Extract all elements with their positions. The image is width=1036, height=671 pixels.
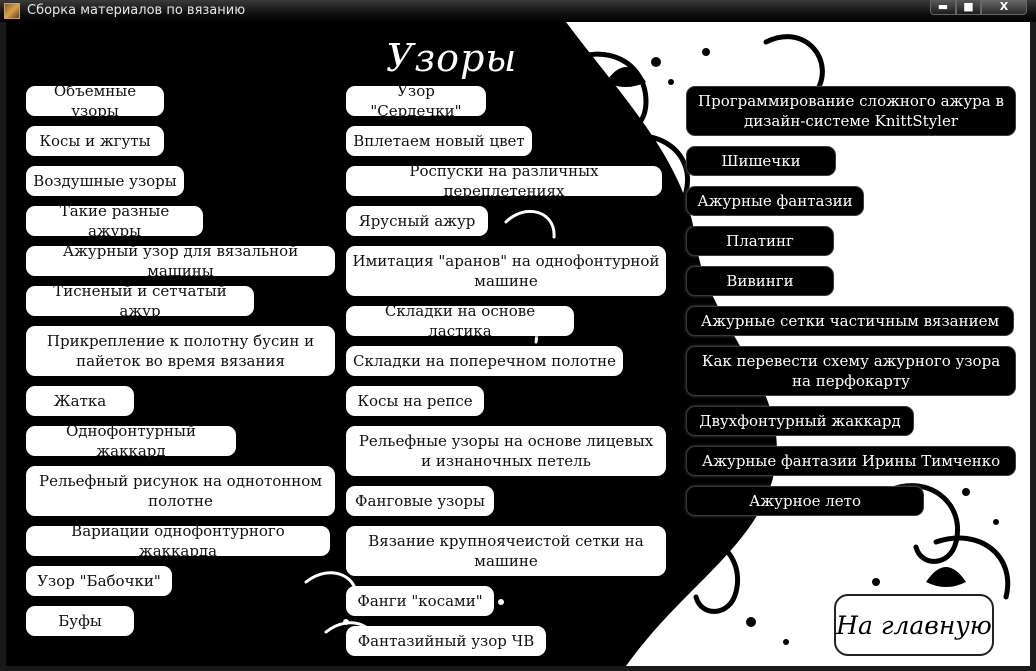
col1-item-8[interactable]: Жатка: [26, 386, 134, 416]
col3-item-6[interactable]: Ажурные сетки частичным вязанием: [686, 306, 1014, 336]
col1-item-1[interactable]: Объемные узоры: [26, 86, 164, 116]
col1-item-5[interactable]: Ажурный узор для вязальной машины: [26, 246, 335, 276]
col3-item-9[interactable]: Ажурные фантазии Ирины Тимченко: [686, 446, 1016, 476]
col1-item-9[interactable]: Однофонтурный жаккард: [26, 426, 236, 456]
col2-item-8[interactable]: Косы на репсе: [346, 386, 484, 416]
col1-item-3[interactable]: Воздушные узоры: [26, 166, 184, 196]
col2-item-2[interactable]: Вплетаем новый цвет: [346, 126, 532, 156]
col2-item-5[interactable]: Имитация "аранов" на однофонтурной машине: [346, 246, 666, 296]
window-title: Сборка материалов по вязанию: [27, 3, 246, 18]
col1-item-12[interactable]: Узор "Бабочки": [26, 566, 172, 596]
close-button[interactable]: X: [981, 0, 1027, 15]
col2-item-12[interactable]: Фанги "косами": [346, 586, 494, 616]
window-border-bottom: [0, 666, 1036, 671]
app-icon: [4, 3, 20, 19]
title-bar[interactable]: [0, 0, 1036, 23]
col1-item-10[interactable]: Рельефный рисунок на однотонном полотне: [26, 466, 335, 516]
col3-item-10[interactable]: Ажурное лето: [686, 486, 924, 516]
col2-item-4[interactable]: Ярусный ажур: [346, 206, 488, 236]
col1-item-11[interactable]: Вариации однофонтурного жаккарда: [26, 526, 330, 556]
col3-item-5[interactable]: Вивинги: [686, 266, 834, 296]
col2-item-3[interactable]: Роспуски на различных переплетениях: [346, 166, 662, 196]
col3-item-3[interactable]: Ажурные фантазии: [686, 186, 864, 216]
col1-item-13[interactable]: Буфы: [26, 606, 134, 636]
col2-item-1[interactable]: Узор "Сердечки": [346, 86, 486, 116]
maximize-button[interactable]: ■: [956, 0, 981, 15]
col1-item-4[interactable]: Такие разные ажуры: [26, 206, 203, 236]
col3-item-2[interactable]: Шишечки: [686, 146, 836, 176]
window-border-left: [0, 22, 6, 671]
col3-item-4[interactable]: Платинг: [686, 226, 834, 256]
window-border-right: [1030, 22, 1036, 671]
col3-item-8[interactable]: Двухфонтурный жаккард: [686, 406, 914, 436]
content-area: [6, 22, 1030, 666]
col2-item-13[interactable]: Фантазийный узор ЧВ: [346, 626, 546, 656]
col2-item-6[interactable]: Складки на основе ластика: [346, 306, 574, 336]
col1-item-7[interactable]: Прикрепление к полотну бусин и пайеток во время вязания: [26, 326, 335, 376]
col1-item-6[interactable]: Тисненый и сетчатый ажур: [26, 286, 254, 316]
page-title: Узоры: [386, 36, 518, 80]
home-button[interactable]: На главную: [834, 594, 994, 656]
col2-item-9[interactable]: Рельефные узоры на основе лицевых и изнаночных петель: [346, 426, 666, 476]
minimize-button[interactable]: ▬: [930, 0, 956, 15]
col3-item-7[interactable]: Как перевести схему ажурного узора на перфокарту: [686, 346, 1016, 396]
col2-item-11[interactable]: Вязание крупноячеистой сетки на машине: [346, 526, 666, 576]
col1-item-2[interactable]: Косы и жгуты: [26, 126, 164, 156]
col3-item-1[interactable]: Программирование сложного ажура в дизайн-системе KnittStyler: [686, 86, 1016, 136]
col2-item-7[interactable]: Складки на поперечном полотне: [346, 346, 623, 376]
col2-item-10[interactable]: Фанговые узоры: [346, 486, 494, 516]
